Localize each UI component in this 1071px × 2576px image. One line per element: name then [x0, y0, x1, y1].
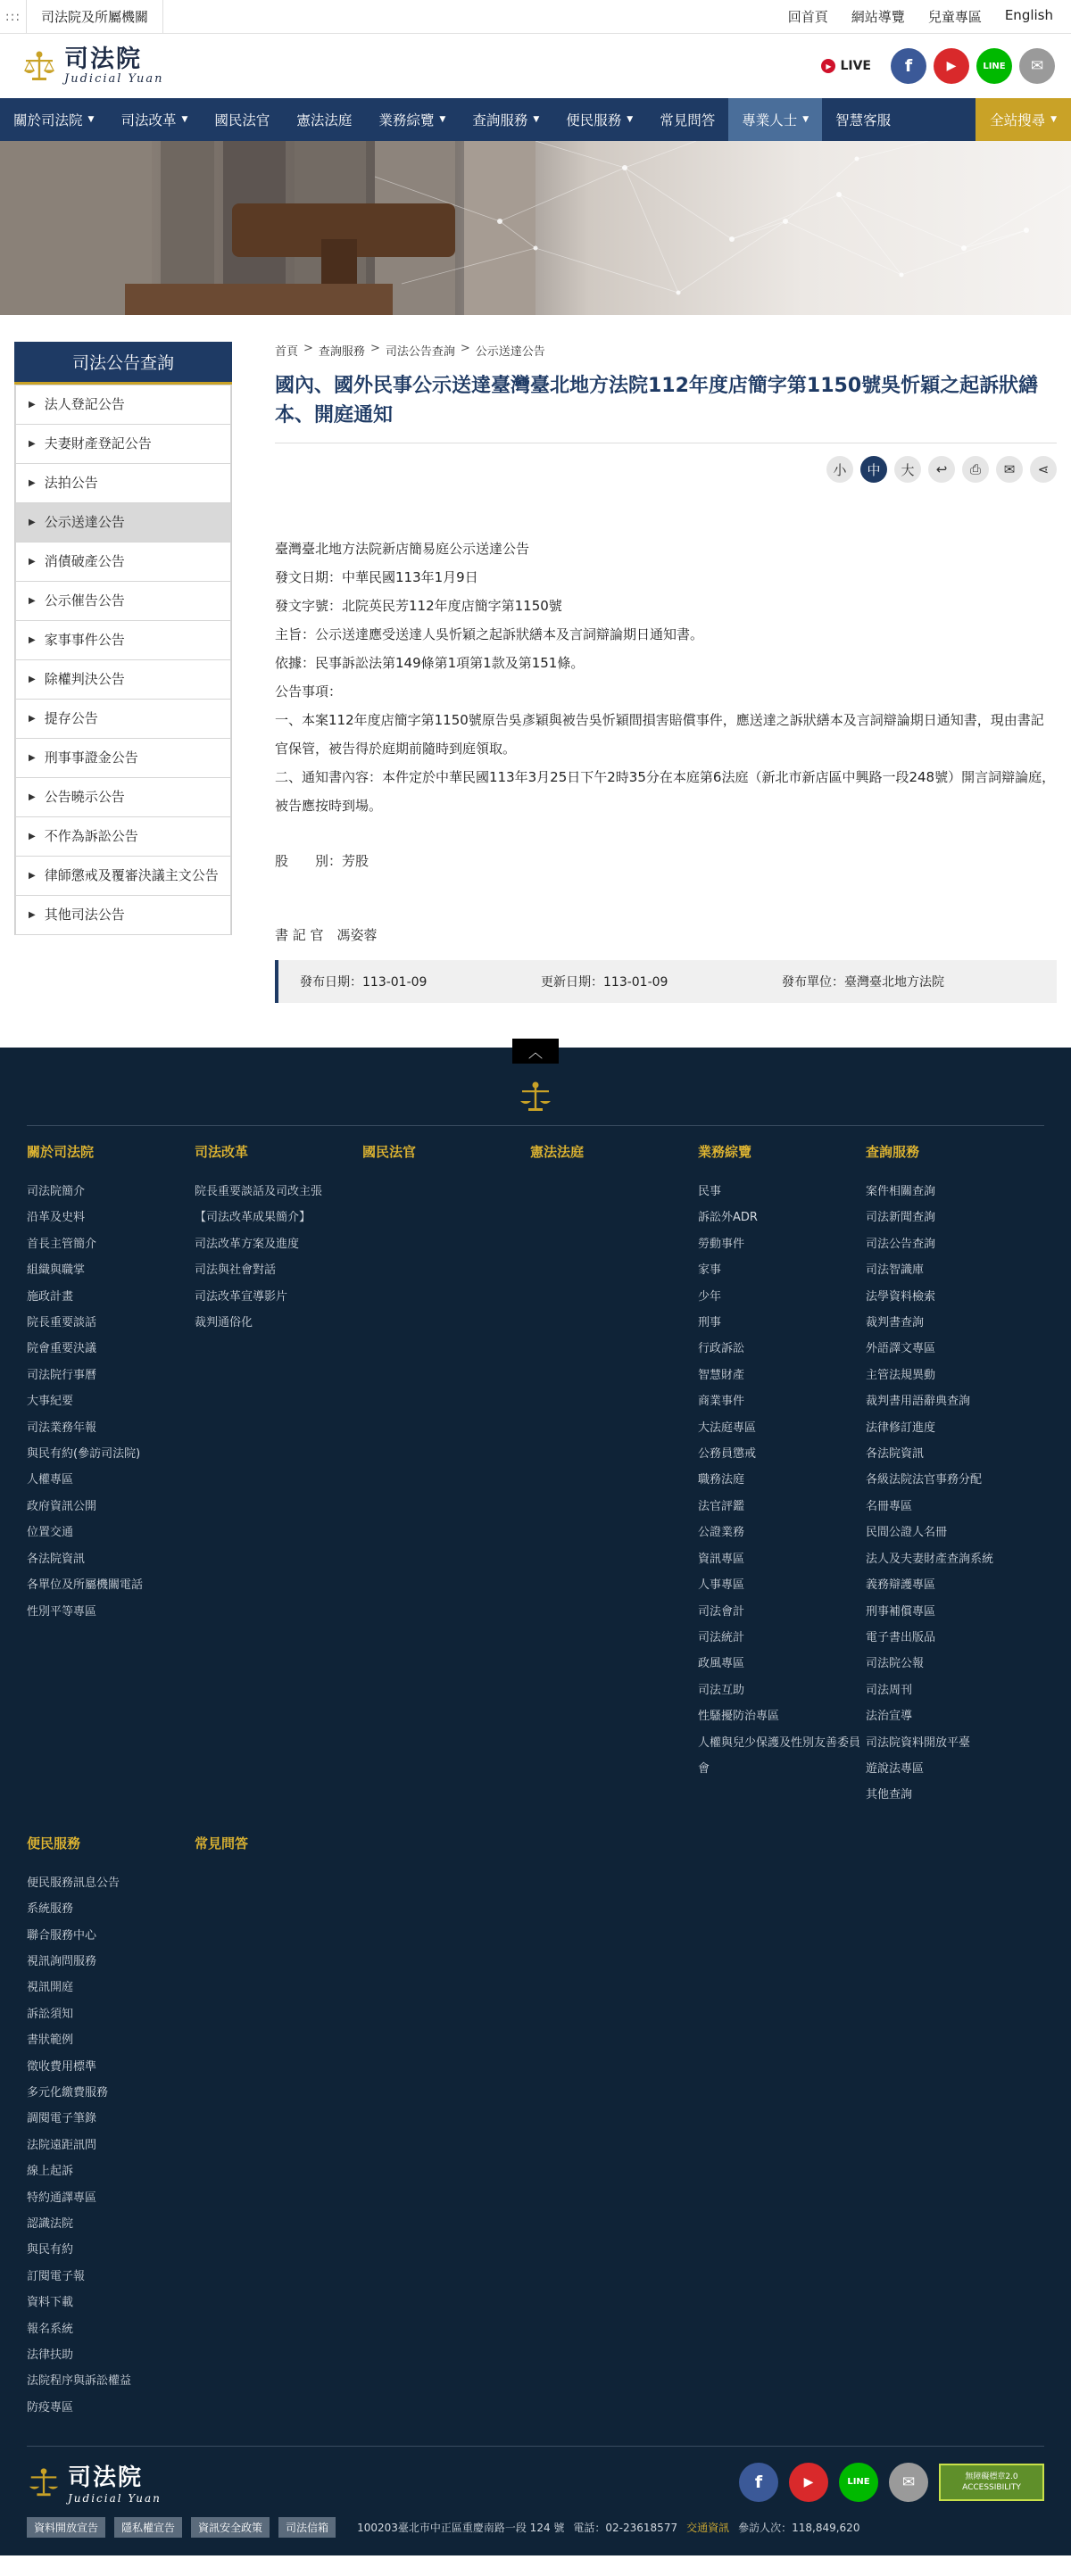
publish-meta: [275, 960, 1057, 1003]
footer-link[interactable]: 司法改革宣導影片: [195, 1289, 288, 1304]
triangle-right-icon: ▶: [29, 753, 36, 763]
chevron-down-icon: ▼: [802, 115, 809, 124]
chevron-down-icon: ▼: [627, 115, 634, 124]
breadcrumb-item: 公示送達公告: [475, 345, 545, 359]
play-icon: ▶: [821, 59, 835, 73]
footer-link[interactable]: 視訊詢問服務: [27, 1954, 97, 1968]
footer-link[interactable]: 裁判書用語辭典查詢: [866, 1395, 971, 1409]
policy-link[interactable]: 資訊安全政策: [191, 2517, 270, 2538]
footer-link[interactable]: 書狀範例: [27, 2033, 74, 2048]
footer-logo-title: 司法院: [68, 2464, 144, 2492]
footer-link[interactable]: 勞動事件: [698, 1237, 745, 1251]
footer-link[interactable]: 司法院資料開放平臺: [866, 1735, 971, 1750]
accessibility-badge[interactable]: [939, 2464, 1044, 2501]
footer-link[interactable]: 大事紀要: [27, 1395, 74, 1409]
site-header: [0, 34, 1071, 98]
footer-column-title[interactable]: 便民服務: [27, 1835, 81, 1851]
footer-link[interactable]: 法治宣導: [866, 1710, 913, 1724]
sidebar-item-label: 律師懲戒及覆審決議主文公告: [44, 867, 219, 883]
footer-link[interactable]: 認識法院: [27, 2217, 74, 2232]
triangle-right-icon: ▶: [29, 557, 36, 567]
footer-link[interactable]: 性騷擾防治專區: [698, 1710, 780, 1724]
mail-icon[interactable]: ✉: [1019, 48, 1055, 84]
footer-link[interactable]: 多元化繳費服務: [27, 2086, 109, 2100]
facebook-icon[interactable]: f: [739, 2463, 778, 2502]
chevron-up-icon: ︿: [527, 1043, 543, 1061]
nav-item-label: 常見問答: [660, 112, 716, 128]
footer-link[interactable]: 刑事補償專區: [866, 1604, 936, 1619]
nav-item[interactable]: [646, 98, 728, 141]
footer-link[interactable]: 司法互助: [698, 1683, 745, 1697]
sidebar-item[interactable]: [15, 659, 231, 700]
main-nav: [0, 98, 1071, 141]
sidebar-item-label: 法拍公告: [44, 475, 98, 491]
footer-column: [866, 1142, 1034, 1809]
sidebar-item[interactable]: [15, 502, 231, 543]
footer-link[interactable]: 線上起訴: [27, 2165, 74, 2179]
breadcrumb-separator: >: [460, 342, 470, 355]
nav-item[interactable]: [107, 98, 201, 141]
breadcrumb-separator: >: [369, 342, 380, 355]
footer-link[interactable]: 訴訟外ADR: [698, 1211, 758, 1225]
breadcrumb-item[interactable]: 司法公告查詢: [385, 345, 455, 359]
footer-link[interactable]: 首長主管簡介: [27, 1237, 97, 1251]
footer-link[interactable]: 便民服務訊息公告: [27, 1876, 120, 1890]
footer-logo-subtitle: Judicial Yuan: [68, 2492, 162, 2506]
footer-link[interactable]: 民事: [698, 1185, 722, 1198]
footer-link[interactable]: 沿革及史料: [27, 1211, 86, 1225]
banner-illustration: [0, 141, 1071, 315]
facebook-icon[interactable]: f: [891, 48, 926, 84]
nav-item[interactable]: [822, 98, 904, 141]
footer-link[interactable]: 民間公證人名冊: [866, 1526, 948, 1540]
triangle-right-icon: ▶: [29, 832, 36, 841]
font-medium-button[interactable]: 中: [860, 456, 887, 483]
footer-link[interactable]: 人事專區: [698, 1578, 745, 1593]
article-paragraph: 發文日期：中華民國113年1月9日: [275, 569, 478, 585]
chevron-down-icon: ▼: [439, 115, 446, 124]
article-paragraph: 依據：民事訴訟法第149條第1項第1款及第151條。: [275, 655, 585, 671]
article-paragraph: 一、本案112年度店簡字第1150號原告吳彥穎與被告吳忻穎間損害賠償事件，應送達之訴狀繕本及言詞辯論期日通知書，現由書記官保管，被告得於庭期前隨時到庭領取。: [275, 712, 1044, 757]
footer-link[interactable]: 外語譯文專區: [866, 1342, 936, 1356]
footer-link[interactable]: 少年: [698, 1289, 722, 1304]
nav-item[interactable]: [365, 98, 459, 141]
nav-item-label: 智慧客服: [835, 112, 892, 128]
org-select[interactable]: 司法院及所屬機關: [27, 0, 163, 33]
footer-column: [27, 1834, 195, 2422]
footer-link[interactable]: 院長重要談話: [27, 1316, 97, 1330]
sidebar-item-label: 公示送達公告: [44, 514, 125, 530]
footer-link[interactable]: 法學資料檢索: [866, 1289, 936, 1304]
footer-link[interactable]: 法官評鑑: [698, 1499, 745, 1513]
division-text: 股 別：芳股: [275, 853, 369, 869]
article-paragraph: 二、通知書內容：本件定於中華民國113年3月25日下午2時35分在本庭第6法庭（新北市新店區中興路一段248號）開言詞辯論庭，被告應按時到場。: [275, 769, 1056, 814]
triangle-right-icon: ▶: [29, 871, 36, 881]
utility-bar: [0, 0, 1071, 34]
utility-link[interactable]: 兒童專區: [927, 9, 982, 25]
footer-link[interactable]: 司法新聞查詢: [866, 1211, 936, 1225]
footer-link[interactable]: 資料下載: [27, 2296, 74, 2310]
scales-icon: [27, 2465, 61, 2499]
footer-link[interactable]: 主管法規異動: [866, 1368, 936, 1382]
footer-column-title[interactable]: 國民法官: [362, 1144, 417, 1160]
footer-link[interactable]: 各法院資訊: [866, 1447, 925, 1462]
line-icon[interactable]: LINE: [976, 48, 1012, 84]
footer-link[interactable]: 組織與職掌: [27, 1263, 86, 1278]
footer-column: [362, 1142, 530, 1809]
footer-link[interactable]: 【司法改革成果簡介】: [195, 1211, 311, 1225]
footer-link[interactable]: 聯合服務中心: [27, 1928, 97, 1942]
footer-link[interactable]: 系統服務: [27, 1902, 74, 1917]
footer-link[interactable]: 司法業務年報: [27, 1421, 97, 1435]
footer-link[interactable]: 法律扶助: [27, 2348, 74, 2363]
footer-link[interactable]: 各單位及所屬機關電話: [27, 1578, 144, 1593]
nav-item-label: 專業人士: [742, 112, 798, 128]
footer-link[interactable]: 司法改革方案及進度: [195, 1237, 300, 1251]
sidebar: [14, 342, 232, 1003]
site-search-label: 全站搜尋: [990, 112, 1046, 128]
footer-link[interactable]: 法院遠距訊問: [27, 2138, 97, 2152]
footer-link[interactable]: 司法院簡介: [27, 1185, 86, 1198]
footer-link[interactable]: 資訊專區: [698, 1552, 745, 1566]
sidebar-item[interactable]: [15, 542, 231, 582]
youtube-icon[interactable]: ▶: [934, 48, 969, 84]
footer-link[interactable]: 政風專區: [698, 1657, 745, 1671]
footer-link[interactable]: 與民有約: [27, 2243, 74, 2257]
footer-link[interactable]: 遊說法專區: [866, 1761, 925, 1776]
footer-column-title[interactable]: 常見問答: [195, 1835, 249, 1851]
sidebar-item-label: 夫妻財產登記公告: [44, 435, 152, 451]
mail-icon[interactable]: ✉: [889, 2463, 928, 2502]
sidebar-item-label: 其他司法公告: [44, 907, 125, 923]
email-icon[interactable]: ✉: [996, 456, 1023, 483]
footer-link[interactable]: 院長重要談話及司改主張: [195, 1185, 323, 1198]
article-toolbar: [275, 456, 1057, 483]
footer-link[interactable]: 司法統計: [698, 1630, 745, 1644]
update-date: 更新日期：113-01-09: [541, 975, 668, 990]
footer-link[interactable]: 裁判書查詢: [866, 1316, 925, 1330]
triangle-right-icon: ▶: [29, 400, 36, 410]
triangle-right-icon: ▶: [29, 439, 36, 449]
footer-policy-bar: [27, 2517, 1044, 2538]
youtube-icon[interactable]: ▶: [789, 2463, 828, 2502]
sidebar-item[interactable]: [15, 424, 231, 464]
sidebar-item-label: 提存公告: [44, 710, 98, 726]
footer-column-title[interactable]: 司法改革: [195, 1144, 249, 1160]
nav-item-label: 查詢服務: [472, 112, 528, 128]
sidebar-item-label: 法人登記公告: [44, 396, 125, 412]
footer-column-title[interactable]: 業務綜覽: [698, 1144, 752, 1160]
footer-bottom: [27, 2446, 1044, 2555]
footer-link[interactable]: 商業事件: [698, 1395, 745, 1409]
triangle-right-icon: ▶: [29, 910, 36, 920]
breadcrumb-item[interactable]: 查詢服務: [318, 345, 365, 359]
footer-link[interactable]: 名冊專區: [866, 1499, 913, 1513]
sidebar-item[interactable]: [15, 463, 231, 503]
footer-link[interactable]: 人權專區: [27, 1473, 74, 1487]
nav-item-label: 業務綜覽: [378, 112, 435, 128]
footer-link[interactable]: 調閱電子筆錄: [27, 2112, 97, 2126]
footer-link[interactable]: 公證業務: [698, 1526, 745, 1540]
footer-column: [27, 1142, 195, 1809]
scales-icon: [518, 1079, 553, 1114]
traffic-info-link[interactable]: 交通資訊: [686, 2522, 730, 2535]
footer-column-title[interactable]: 憲法法庭: [530, 1144, 585, 1160]
triangle-right-icon: ▶: [29, 792, 36, 802]
sidebar-item[interactable]: [15, 856, 231, 896]
nav-item[interactable]: [201, 98, 283, 141]
nav-item-label: 司法改革: [120, 112, 177, 128]
footer-address: 100203臺北市中正區重慶南路一段 124 號: [357, 2522, 565, 2535]
article-paragraph: 公告事項：: [275, 683, 343, 700]
sidebar-item[interactable]: [15, 895, 231, 935]
breadcrumb-item[interactable]: 首頁: [275, 345, 299, 359]
nav-item-label: 國民法官: [214, 112, 270, 128]
content: [232, 342, 1057, 1003]
footer-link[interactable]: 視訊開庭: [27, 1981, 74, 1995]
scales-icon: [21, 48, 57, 84]
footer-link[interactable]: 司法院行事曆: [27, 1368, 97, 1382]
accessibility-label: 無障礙標章2.0: [965, 2472, 1018, 2481]
policy-link[interactable]: 隱私權宣告: [114, 2517, 182, 2538]
footer-column: [530, 1142, 698, 1809]
breadcrumb: [275, 342, 1057, 359]
sidebar-item[interactable]: [15, 777, 231, 817]
back-to-top-button[interactable]: [512, 1039, 559, 1064]
footer-link[interactable]: 裁判通俗化: [195, 1316, 253, 1330]
page-title: 國內、國外民事公示送達臺灣臺北地方法院112年度店簡字第1150號吳忻穎之起訴狀繕本、開庭通知: [275, 371, 1057, 443]
sidebar-item-label: 家事事件公告: [44, 632, 125, 648]
footer-link[interactable]: 人權與兒少保護及性別友善委員會: [698, 1735, 861, 1776]
breadcrumb-separator: >: [303, 342, 313, 355]
footer-link[interactable]: 各級法院法官事務分配: [866, 1473, 983, 1487]
sidebar-item[interactable]: [15, 385, 231, 425]
footer-link[interactable]: 司法周刊: [866, 1683, 913, 1697]
chevron-down-icon: ▼: [533, 115, 540, 124]
utility-link[interactable]: 回首頁: [787, 9, 828, 25]
site-footer: [0, 1043, 1071, 2555]
print-icon[interactable]: ⎙: [962, 456, 989, 483]
footer-link[interactable]: 司法智識庫: [866, 1263, 925, 1278]
nav-item[interactable]: [552, 98, 646, 141]
hero-banner: [0, 141, 1071, 315]
publish-date: 發布日期：113-01-09: [300, 975, 428, 990]
footer-link[interactable]: 法人及夫妻財產查詢系統: [866, 1552, 994, 1566]
share-icon[interactable]: ⋖: [1030, 456, 1057, 483]
main-area: [0, 315, 1071, 1048]
visit-counter: 參訪人次：118,849,620: [738, 2522, 860, 2535]
footer-link[interactable]: 大法庭專區: [698, 1421, 757, 1435]
footer-link[interactable]: 刑事: [698, 1316, 722, 1330]
site-search-button[interactable]: [976, 98, 1071, 141]
nav-item[interactable]: [728, 98, 822, 141]
font-large-button[interactable]: 大: [894, 456, 921, 483]
triangle-right-icon: ▶: [29, 635, 36, 645]
footer-link[interactable]: 防疫專區: [27, 2400, 74, 2414]
footer-column: [698, 1142, 866, 1809]
footer-link[interactable]: 案件相關查詢: [866, 1185, 936, 1198]
footer-link[interactable]: 司法公告查詢: [866, 1237, 936, 1251]
footer-column: [195, 1834, 362, 2422]
sidebar-item-label: 除權判決公告: [44, 671, 125, 687]
back-icon[interactable]: ↩: [928, 456, 955, 483]
footer-logo[interactable]: [27, 2459, 162, 2505]
footer-link[interactable]: 義務辯護專區: [866, 1578, 936, 1593]
font-small-button[interactable]: 小: [826, 456, 853, 483]
article-body: [275, 534, 1057, 820]
publish-unit: 發布單位：臺灣臺北地方法院: [782, 975, 944, 990]
sidebar-item-label: 消債破產公告: [44, 553, 125, 569]
chevron-down-icon: ▼: [1050, 115, 1057, 124]
utility-link[interactable]: English: [1004, 7, 1053, 23]
footer-link[interactable]: 政府資訊公開: [27, 1499, 97, 1513]
utility-links: [788, 7, 1062, 26]
nav-item-label: 關於司法院: [13, 112, 83, 128]
accesskey-icon[interactable]: :::: [0, 0, 27, 33]
accessibility-sublabel: ACCESSIBILITY: [962, 2482, 1021, 2492]
sidebar-menu: [14, 385, 232, 935]
footer-link[interactable]: 訴訟須知: [27, 2007, 74, 2021]
footer-link[interactable]: 行政訴訟: [698, 1342, 745, 1356]
nav-item-label: 便民服務: [566, 112, 622, 128]
policy-link[interactable]: 資料開放宣告: [27, 2517, 105, 2538]
footer-link[interactable]: 與民有約(參訪司法院): [27, 1447, 141, 1462]
footer-link[interactable]: 司法與社會對話: [195, 1263, 277, 1278]
nav-item[interactable]: [283, 98, 365, 141]
logo-title: 司法院: [64, 45, 142, 73]
footer-link[interactable]: 其他查詢: [866, 1788, 913, 1802]
footer-link[interactable]: 法院程序與訴訟權益: [27, 2374, 132, 2389]
footer-link[interactable]: 電子書出版品: [866, 1630, 936, 1644]
article-paragraph: 發文字號：北院英民芳112年度店簡字第1150號: [275, 598, 562, 614]
live-label: LIVE: [840, 59, 871, 73]
footer-link[interactable]: 職務法庭: [698, 1473, 745, 1487]
sidebar-item-label: 刑事事證金公告: [44, 750, 138, 766]
triangle-right-icon: ▶: [29, 478, 36, 488]
clerk-text: 書 記 官 馮姿蓉: [275, 927, 378, 943]
utility-link[interactable]: 網站導覽: [851, 9, 905, 25]
triangle-right-icon: ▶: [29, 596, 36, 606]
nav-item[interactable]: [0, 98, 107, 141]
footer-phone: 電話：02-23618577: [573, 2522, 678, 2535]
footer-column: [195, 1142, 362, 1809]
footer-column-title[interactable]: 查詢服務: [866, 1144, 920, 1160]
sidebar-item-label: 不作為訴訟公告: [44, 828, 138, 844]
nav-item-label: 憲法法庭: [296, 112, 353, 128]
logo-subtitle: Judicial Yuan: [64, 71, 164, 86]
chevron-down-icon: ▼: [87, 115, 95, 124]
triangle-right-icon: ▶: [29, 518, 36, 527]
sidebar-item[interactable]: [15, 738, 231, 778]
sidebar-item-label: 公告曉示公告: [44, 789, 125, 805]
triangle-right-icon: ▶: [29, 675, 36, 684]
sidebar-item[interactable]: [15, 816, 231, 857]
footer-link[interactable]: 司法院公報: [866, 1657, 925, 1671]
footer-link[interactable]: 各法院資訊: [27, 1552, 86, 1566]
policy-link[interactable]: 司法信箱: [278, 2517, 336, 2538]
footer-link[interactable]: 性別平等專區: [27, 1604, 97, 1619]
footer-link[interactable]: 家事: [698, 1263, 722, 1278]
footer-sitemap: [27, 1126, 1044, 2446]
footer-link[interactable]: 院會重要決議: [27, 1342, 97, 1356]
footer-link[interactable]: 公務員懲戒: [698, 1447, 757, 1462]
sidebar-item[interactable]: [15, 699, 231, 739]
footer-link[interactable]: 訂閱電子報: [27, 2269, 86, 2283]
footer-link[interactable]: 法律修訂進度: [866, 1421, 936, 1435]
sidebar-item-label: 公示催告公告: [44, 592, 125, 609]
line-icon[interactable]: LINE: [839, 2463, 878, 2502]
site-logo[interactable]: [21, 47, 164, 86]
footer-link[interactable]: 位置交通: [27, 1526, 74, 1540]
triangle-right-icon: ▶: [29, 714, 36, 724]
footer-link[interactable]: 報名系統: [27, 2322, 74, 2336]
live-link[interactable]: [821, 59, 871, 73]
footer-link[interactable]: 司法會計: [698, 1604, 745, 1619]
footer-link[interactable]: 施政計畫: [27, 1289, 74, 1304]
sidebar-title: 司法公告查詢: [14, 342, 232, 385]
article-paragraph: 臺灣臺北地方法院新店簡易庭公示送達公告: [275, 541, 530, 557]
nav-item[interactable]: [459, 98, 552, 141]
footer-link[interactable]: 智慧財產: [698, 1368, 745, 1382]
footer-column-title[interactable]: 關於司法院: [27, 1144, 95, 1160]
sidebar-item[interactable]: [15, 620, 231, 660]
footer-link[interactable]: 特約通譯專區: [27, 2191, 97, 2205]
sidebar-item[interactable]: [15, 581, 231, 621]
footer-link[interactable]: 徵收費用標準: [27, 2059, 97, 2074]
chevron-down-icon: ▼: [181, 115, 188, 124]
article-paragraph: 主旨：公示送達應受送達人吳忻穎之起訴狀繕本及言詞辯論期日通知書。: [275, 626, 704, 642]
